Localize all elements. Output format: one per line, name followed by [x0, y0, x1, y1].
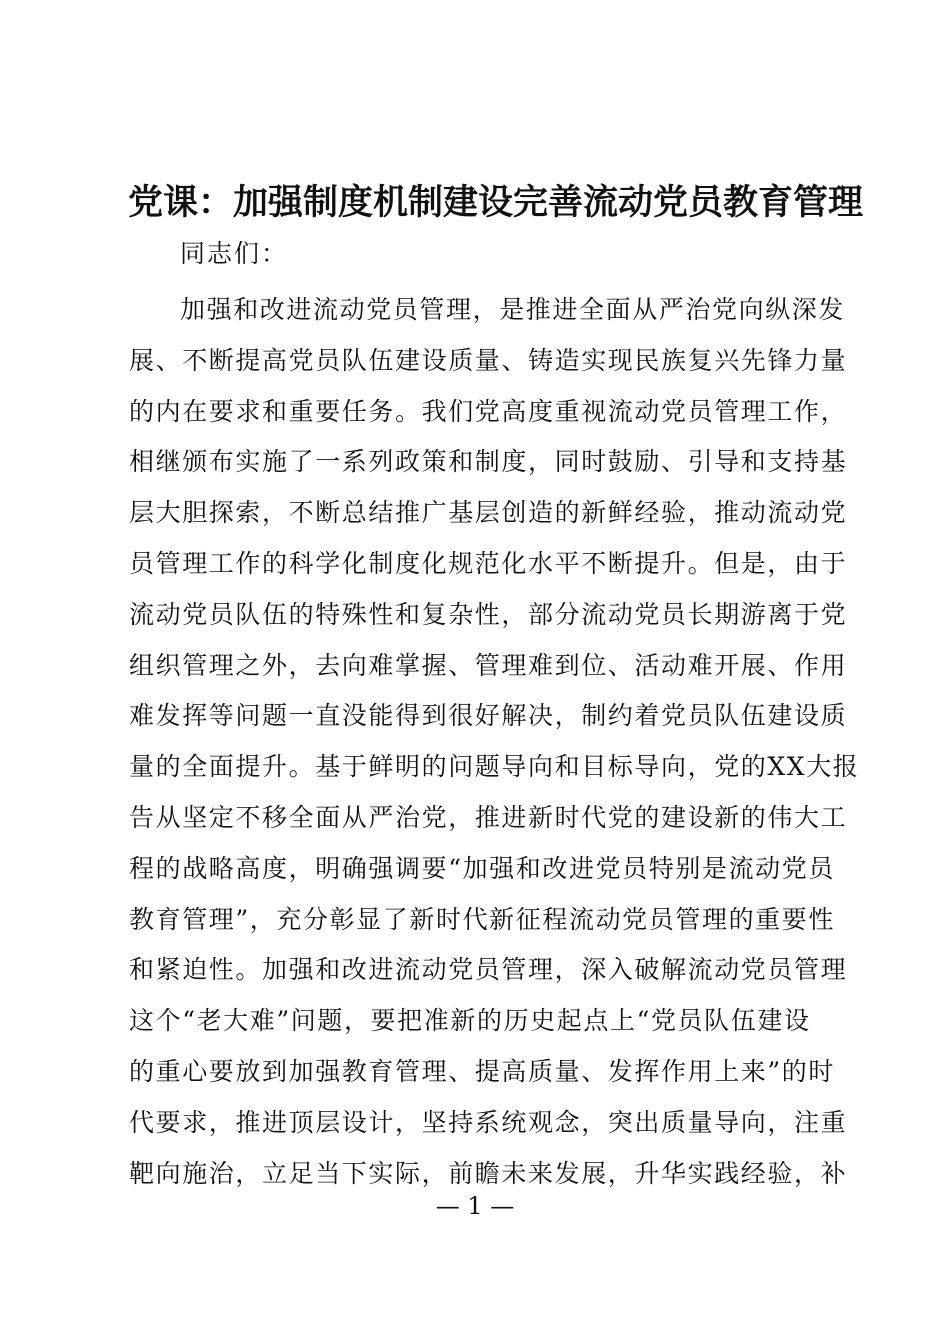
body-line: 展、不断提高党员队伍建设质量、铸造实现民族复兴先锋力量: [129, 345, 848, 375]
body-line: 代要求，推进顶层设计，坚持系统观念，突出质量导向，注重: [129, 1107, 848, 1137]
body-paragraph: [129, 285, 860, 1199]
body-line: 流动党员队伍的特殊性和复杂性，部分流动党员长期游离于党: [129, 599, 848, 629]
body-line: 的内在要求和重要任务。我们党高度重视流动党员管理工作，: [129, 396, 848, 426]
body-line: 和紧迫性。加强和改进流动党员管理，深入破解流动党员管理: [129, 955, 848, 985]
body-line: 靶向施治，立足当下实际，前瞻未来发展，升华实践经验，补: [129, 1158, 848, 1188]
body-line: 员管理工作的科学化制度化规范化水平不断提升。但是，由于: [129, 548, 848, 578]
document-title: 党课：加强制度机制建设完善流动党员教育管理: [128, 182, 864, 223]
page-number: — 1 —: [435, 1192, 515, 1220]
body-line: 组织管理之外，去向难掌握、管理难到位、活动难开展、作用: [129, 650, 848, 680]
body-line: 难发挥等问题一直没能得到很好解决，制约着党员队伍建设质: [129, 701, 848, 731]
body-line: 的重心要放到加强教育管理、提高质量、发挥作用上来”的时: [129, 1056, 835, 1086]
body-line: 程的战略高度，明确强调要“加强和改进党员特别是流动党员: [129, 853, 835, 883]
body-line: 层大胆探索，不断总结推广基层创造的新鲜经验，推动流动党: [129, 498, 848, 528]
salutation: 同志们：: [180, 239, 289, 268]
body-line: 教育管理”，充分彰显了新时代新征程流动党员管理的重要性: [129, 904, 835, 934]
body-line: 这个“老大难”问题，要把准新的历史起点上“党员队伍建设: [129, 1006, 811, 1036]
body-line: 量的全面提升。基于鲜明的问题导向和目标导向，党的XX大报: [129, 752, 860, 782]
body-line: 相继颁布实施了一系列政策和制度，同时鼓励、引导和支持基: [129, 447, 848, 477]
body-line: 加强和改进流动党员管理，是推进全面从严治党向纵深发: [180, 295, 846, 324]
body-line: 告从坚定不移全面从严治党，推进新时代党的建设新的伟大工: [129, 802, 848, 832]
